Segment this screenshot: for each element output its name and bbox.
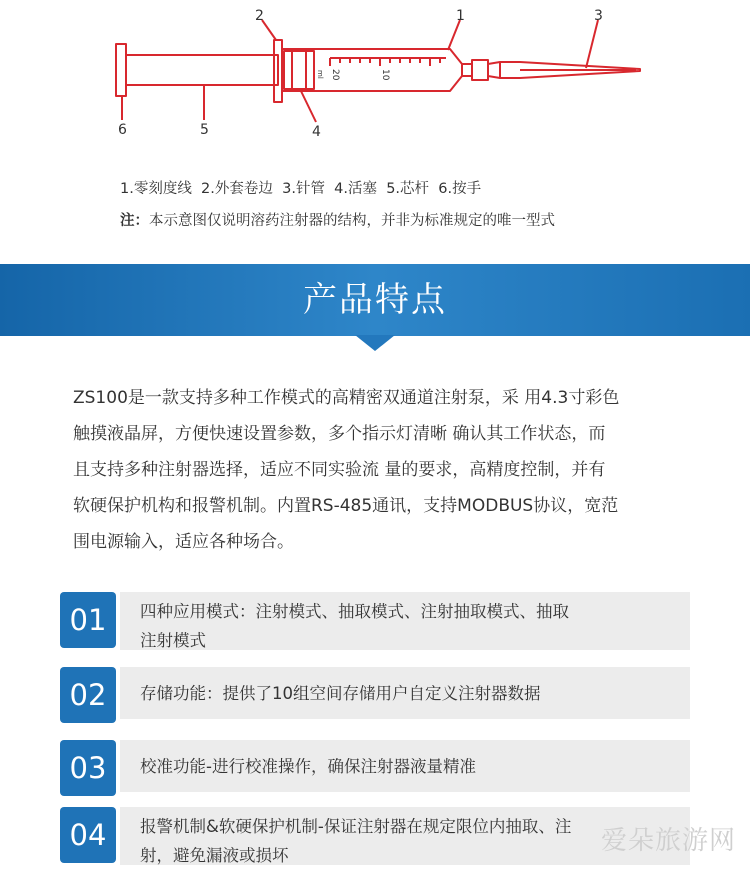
intro-line: 且支持多种注射器选择，适应不同实验流 量的要求，高精度控制，并有 — [73, 460, 606, 480]
feature-number: 01 — [60, 592, 116, 648]
feature-line: 校准功能-进行校准操作，确保注射器液量精准 — [140, 757, 476, 776]
legend-note — [120, 208, 555, 234]
scale-ticks — [330, 58, 446, 66]
feature-number: 03 — [60, 740, 116, 796]
plunger-rod — [126, 55, 278, 85]
feature-line: 报警机制&软硬保护机制-保证注射器在规定限位内抽取、注 — [140, 817, 572, 836]
intro-line: 围电源输入，适应各种场合。 — [73, 532, 294, 552]
feature-line: 存储功能：提供了10组空间存储用户自定义注射器数据 — [140, 684, 541, 703]
feature-number: 04 — [60, 807, 116, 863]
diagram-legend — [120, 176, 555, 234]
section-title: 产品特点 — [303, 280, 447, 320]
scale-unit: ml — [316, 70, 324, 79]
barrel — [282, 49, 462, 91]
feature-text — [120, 592, 690, 650]
section-banner — [0, 264, 750, 336]
callout-5: 5 — [200, 122, 209, 138]
intro-paragraph — [73, 380, 691, 560]
callout-1: 1 — [456, 8, 465, 24]
feature-text — [120, 740, 690, 792]
scale-label-10: 10 — [380, 69, 390, 81]
syringe-diagram — [0, 0, 750, 150]
feature-line: 射，避免漏液或损坏 — [140, 846, 289, 865]
piston — [284, 51, 314, 89]
callout-2: 2 — [255, 8, 264, 24]
intro-line: 软硬保护机构和报警机制。内置RS-485通讯，支持MODBUS协议，宽范 — [73, 496, 619, 516]
watermark: 爱朵旅游网 — [600, 826, 736, 856]
feature-line: 四种应用模式：注射模式、抽取模式、注射抽取模式、抽取 — [140, 602, 569, 621]
banner-arrow — [355, 335, 395, 351]
callout-3: 3 — [594, 8, 603, 24]
callout-6: 6 — [118, 122, 127, 138]
legend-items: 1.零刻度线 2.外套卷边 3.针管 4.活塞 5.芯杆 6.按手 — [120, 181, 482, 197]
feature-text — [120, 667, 690, 719]
feature-number: 02 — [60, 667, 116, 723]
note-text: 本示意图仅说明溶药注射器的结构，并非为标准规定的唯一型式 — [149, 213, 555, 229]
intro-line: 触摸液晶屏，方便快速设置参数，多个指示灯清晰 确认其工作状态，而 — [73, 424, 606, 444]
feature-line: 注射模式 — [140, 631, 206, 650]
scale-label-20: 20 — [330, 69, 340, 81]
thumb-press — [116, 44, 126, 96]
note-label: 注： — [120, 213, 149, 229]
intro-line: ZS100是一款支持多种工作模式的高精密双通道注射泵，采 用4.3寸彩色 — [73, 388, 620, 408]
callout-4: 4 — [312, 124, 321, 140]
